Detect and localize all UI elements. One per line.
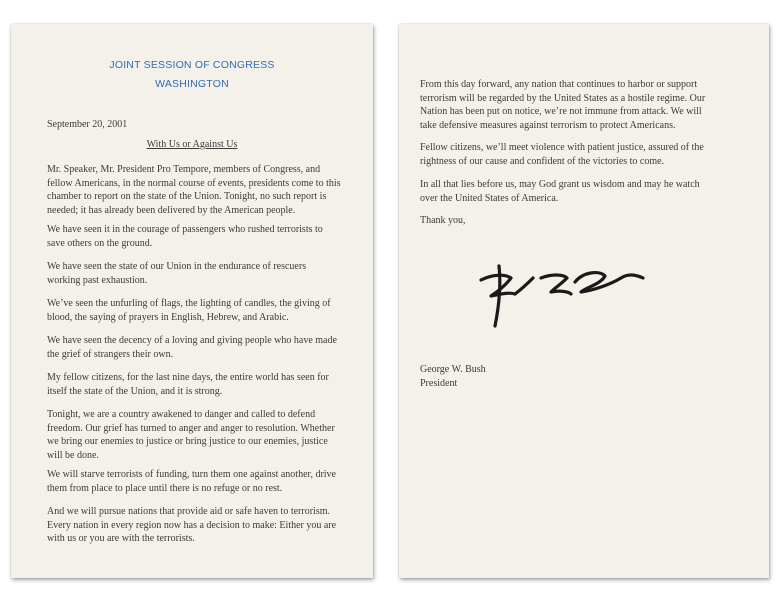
paragraph: My fellow citizens, for the last nine days, the entire world has seen for itself the state of the Union, and it is strong. <box>47 372 329 397</box>
paragraph: In all that lies before us, may God grant us wisdom and may he watch over the United States of America. <box>420 179 700 204</box>
signer-title: President <box>420 378 458 389</box>
paragraph: We will starve terrorists of funding, turn them one against another, drive them from place to place until there is no refuge or no rest. <box>47 469 336 494</box>
letterhead-line-1: JOINT SESSION OF CONGRESS <box>109 59 275 71</box>
paragraph: We have seen the state of our Union in the endurance of rescuers working past exhaustion. <box>47 261 307 286</box>
letter-date: September 20, 2001 <box>47 119 128 130</box>
letter-page-2 <box>399 24 769 578</box>
signer-name: George W. Bush <box>420 364 486 375</box>
paragraph: And we will pursue nations that provide aid or safe haven to terrorism. Every nation in every region now has a decision to make: Either you are with us or you are with the terrorists. <box>47 506 337 545</box>
paragraph: Fellow citizens, we’ll meet violence with patient justice, assured of the rightness of our cause and confident of the victories to come. <box>420 142 704 167</box>
paragraph: From this day forward, any nation that continues to harbor or support terrorism will be regarded by the United States as a hostile regime. Our Nation has been put on notice, we’re not immune from attack. We will take defensive measures against terrorism to protect Americans. <box>420 79 706 131</box>
handwritten-signature <box>471 244 651 334</box>
letter-page-1 <box>11 24 373 578</box>
paragraph: Mr. Speaker, Mr. President Pro Tempore, members of Congress, and fellow Americans, in the normal course of events, presidents come to this chamber to report on the state of the Union. Tonight, no such report is needed; it has already been delivered by the American people. <box>47 164 341 216</box>
paragraph: Tonight, we are a country awakened to danger and called to defend freedom. Our grief has turned to anger and anger to resolution. Whether we bring our enemies to justice or bring justice to our enemies, justice will be done. <box>47 409 335 461</box>
letterhead-line-2: WASHINGTON <box>155 78 229 90</box>
paragraph: We have seen the decency of a loving and giving people who have made the grief of strangers their own. <box>47 335 337 360</box>
closing-line: Thank you, <box>420 215 466 226</box>
paragraph: We have seen it in the courage of passengers who rushed terrorists to save others on the ground. <box>47 224 323 249</box>
paragraph: We’ve seen the unfurling of flags, the lighting of candles, the giving of blood, the saying of prayers in English, Hebrew, and Arabic. <box>47 298 331 323</box>
speech-title: With Us or Against Us <box>146 139 238 150</box>
